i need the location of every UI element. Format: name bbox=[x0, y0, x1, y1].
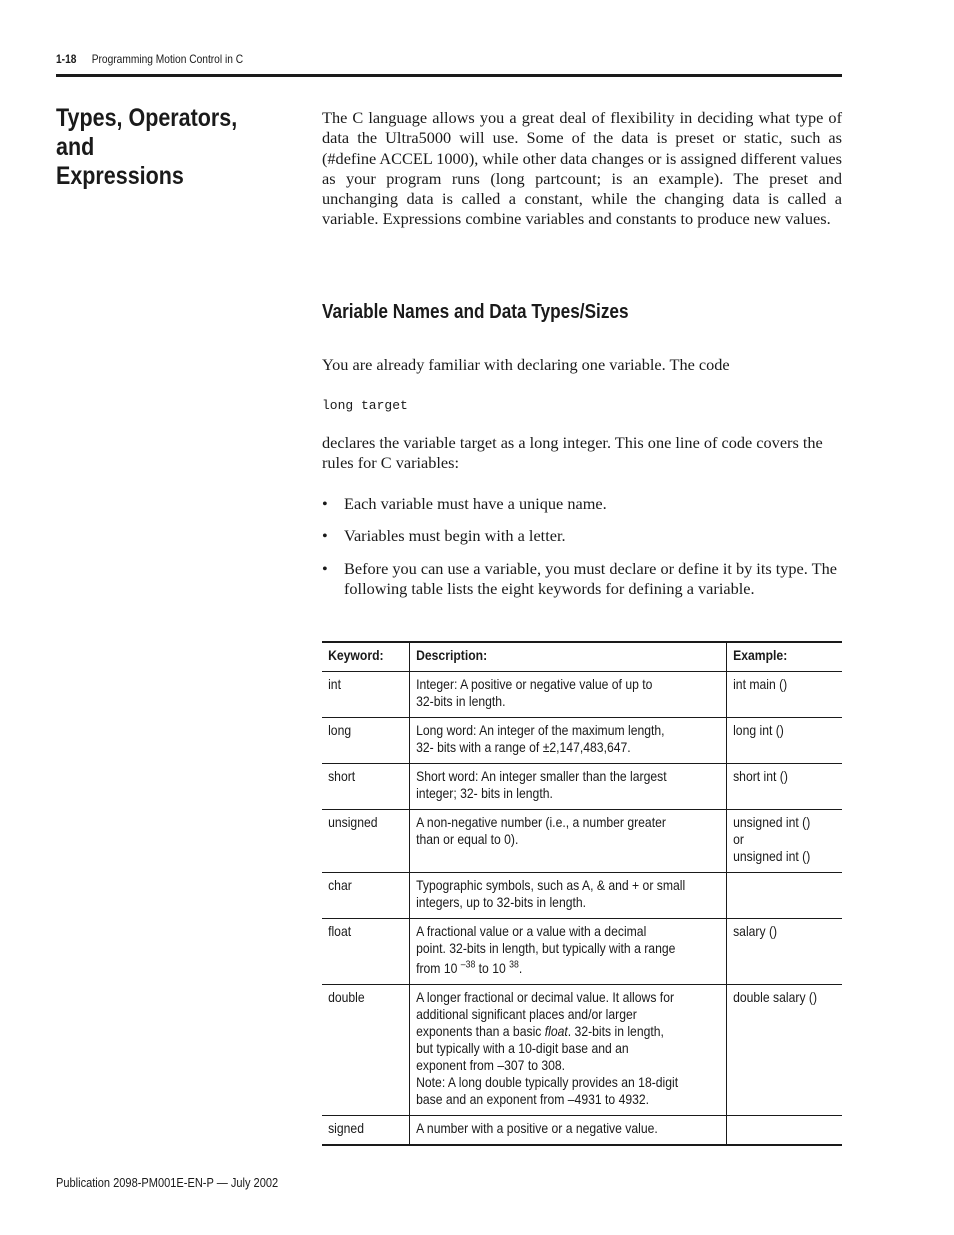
list-item bbox=[322, 559, 842, 600]
exponent-min: –38 bbox=[460, 959, 476, 971]
list-item bbox=[322, 526, 842, 546]
description-line: A fractional value or a value with a decimal bbox=[415, 923, 647, 939]
description-cell bbox=[409, 1116, 726, 1146]
example-line: unsigned int () bbox=[733, 848, 811, 864]
keyword-cell bbox=[322, 718, 409, 764]
range-end: . bbox=[518, 960, 523, 976]
keyword-cell bbox=[322, 919, 409, 985]
description-cell bbox=[409, 919, 726, 985]
example-line: salary () bbox=[733, 923, 778, 939]
header-description bbox=[409, 642, 726, 672]
description-line: exponent from –307 to 308. bbox=[415, 1057, 565, 1073]
example-cell bbox=[727, 873, 842, 919]
description-text bbox=[410, 718, 685, 763]
description-line: Integer: A positive or negative value of up to bbox=[415, 676, 653, 692]
example-text bbox=[727, 810, 827, 872]
code-sample: long target bbox=[322, 398, 408, 413]
description-cell bbox=[409, 985, 726, 1116]
example-line: unsigned int () bbox=[733, 814, 811, 830]
description-line: integer; 32- bits in length. bbox=[415, 785, 553, 801]
keyword-text: double bbox=[328, 989, 365, 1005]
example-cell bbox=[727, 764, 842, 810]
body-paragraph-2: declares the variable target as a long integer. This one line of code covers the rules for C variables: bbox=[322, 433, 823, 473]
example-text bbox=[727, 1116, 827, 1127]
table-row bbox=[322, 764, 842, 810]
section-title-line-1: Types, Operators, and bbox=[56, 104, 238, 161]
list-item bbox=[322, 494, 842, 514]
description-text bbox=[410, 764, 685, 809]
example-text bbox=[727, 919, 827, 947]
example-cell bbox=[727, 672, 842, 718]
range-from: from 10 bbox=[415, 960, 458, 976]
description-line: A non-negative number (i.e., a number greater bbox=[415, 814, 666, 830]
range-to: to 10 bbox=[478, 960, 506, 976]
keyword-text: unsigned bbox=[328, 814, 378, 830]
table-header-row bbox=[322, 642, 842, 672]
keyword-cell bbox=[322, 810, 409, 873]
keyword-table bbox=[322, 641, 842, 1146]
section-title-line-2: Expressions bbox=[56, 162, 184, 190]
table-row bbox=[322, 718, 842, 764]
description-text bbox=[410, 873, 685, 918]
example-line: or bbox=[733, 831, 745, 847]
header-keyword-label: Keyword: bbox=[328, 647, 384, 663]
example-text bbox=[727, 873, 827, 884]
table-row bbox=[322, 1116, 842, 1146]
header-description-label: Description: bbox=[415, 647, 488, 663]
subsection-title: Variable Names and Data Types/Sizes bbox=[322, 301, 629, 323]
description-line: A number with a positive or a negative value. bbox=[415, 1120, 658, 1136]
list-item-text: Each variable must have a unique name. bbox=[344, 494, 607, 513]
description-text bbox=[410, 1116, 685, 1144]
example-line: double salary () bbox=[733, 989, 818, 1005]
keyword-text: float bbox=[328, 923, 352, 939]
publication-footer: Publication 2098-PM001E-EN-P — July 2002 bbox=[56, 1175, 279, 1190]
description-fragment: exponents than a basic bbox=[415, 1023, 545, 1039]
table-row bbox=[322, 919, 842, 985]
description-cell bbox=[409, 810, 726, 873]
description-line: base and an exponent from –4931 to 4932. bbox=[415, 1091, 649, 1107]
intro-paragraph: The C language allows you a great deal of flexibility in deciding what type of data the Ultra5000 will use. Some of the data is preset or static, such as (#define ACCEL 1000), while other data changes or is assigned different values as your program runs (long partcount; is an example). The preset and unchanging data is called a constant, while the changing data is called a variable. Expressions combine variables and constants to produce new values. bbox=[322, 108, 842, 229]
example-cell bbox=[727, 810, 842, 873]
example-cell bbox=[727, 985, 842, 1116]
example-cell bbox=[727, 919, 842, 985]
chapter-title: Programming Motion Control in C bbox=[91, 52, 244, 66]
running-header bbox=[56, 52, 243, 66]
bullet-icon: • bbox=[322, 558, 328, 578]
keyword-cell bbox=[322, 873, 409, 919]
description-cell bbox=[409, 718, 726, 764]
description-cell bbox=[409, 672, 726, 718]
example-cell bbox=[727, 1116, 842, 1146]
example-text bbox=[727, 672, 827, 700]
description-line: Note: A long double typically provides an 18-digit bbox=[415, 1074, 679, 1090]
example-line: short int () bbox=[733, 768, 789, 784]
description-line: 32-bits in length. bbox=[415, 693, 506, 709]
header-example bbox=[727, 642, 842, 672]
bullet-icon: • bbox=[322, 494, 328, 513]
exponent-max: 38 bbox=[509, 959, 519, 971]
table-row bbox=[322, 985, 842, 1116]
description-line: point. 32-bits in length, but typically with a range bbox=[415, 940, 676, 956]
description-line: integers, up to 32-bits in length. bbox=[415, 894, 586, 910]
example-text bbox=[727, 718, 827, 746]
keyword-text: signed bbox=[328, 1120, 364, 1136]
rules-list bbox=[322, 494, 842, 611]
example-line: int main () bbox=[733, 676, 788, 692]
description-line: additional significant places and/or larger bbox=[415, 1006, 637, 1022]
header-keyword bbox=[322, 642, 409, 672]
example-text bbox=[727, 985, 827, 1013]
description-cell bbox=[409, 764, 726, 810]
description-line: than or equal to 0). bbox=[415, 831, 519, 847]
description-fragment: . 32-bits in length, bbox=[567, 1023, 664, 1039]
header-example-label: Example: bbox=[733, 647, 788, 663]
header-rule bbox=[56, 74, 842, 77]
keyword-text: long bbox=[328, 722, 352, 738]
description-text bbox=[410, 810, 685, 855]
section-title bbox=[56, 104, 280, 191]
example-text bbox=[727, 764, 827, 792]
description-text bbox=[410, 919, 685, 984]
list-item-text: Before you can use a variable, you must declare or define it by its type. The following table lists the eight keywords for defining a variable. bbox=[344, 558, 837, 598]
keyword-cell bbox=[322, 985, 409, 1116]
description-cell bbox=[409, 873, 726, 919]
table-row bbox=[322, 873, 842, 919]
example-cell bbox=[727, 718, 842, 764]
description-line: Short word: An integer smaller than the largest bbox=[415, 768, 667, 784]
keyword-cell bbox=[322, 764, 409, 810]
description-text bbox=[410, 672, 685, 717]
description-line bbox=[416, 1023, 685, 1040]
example-line: long int () bbox=[733, 722, 785, 738]
table-row bbox=[322, 672, 842, 718]
keyword-text: short bbox=[328, 768, 356, 784]
description-line: A longer fractional or decimal value. It allows for bbox=[415, 989, 674, 1005]
description-line bbox=[416, 960, 685, 977]
bullet-icon: • bbox=[322, 526, 328, 546]
keyword-text: char bbox=[328, 877, 352, 893]
table-row bbox=[322, 810, 842, 873]
page-number: 1-18 bbox=[56, 52, 77, 66]
list-item-text: Variables must begin with a letter. bbox=[344, 526, 566, 546]
description-line: Long word: An integer of the maximum length, bbox=[415, 722, 665, 738]
description-line: but typically with a 10-digit base and an bbox=[415, 1040, 629, 1056]
keyword-cell bbox=[322, 1116, 409, 1146]
description-line: 32- bits with a range of ±2,147,483,647. bbox=[415, 739, 631, 755]
description-text bbox=[410, 985, 685, 1115]
description-line: Typographic symbols, such as A, & and + or small bbox=[415, 877, 686, 893]
body-paragraph-1: You are already familiar with declaring one variable. The code bbox=[322, 355, 730, 374]
keyword-text: int bbox=[328, 676, 341, 692]
keyword-cell bbox=[322, 672, 409, 718]
description-emphasis: float bbox=[544, 1023, 568, 1039]
